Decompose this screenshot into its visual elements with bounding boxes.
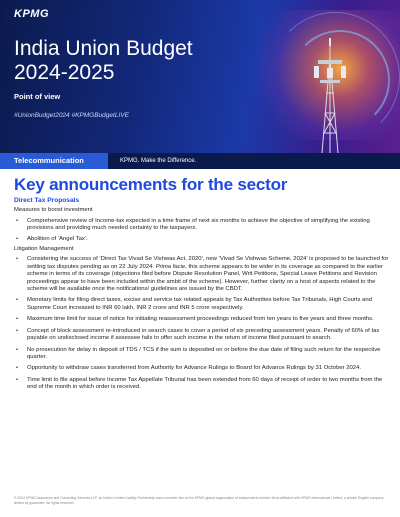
litigation-list xyxy=(14,256,390,391)
list-item: • Concept of block assessment re-introduced in search cases to cover a period of six preceding assessment years. Penalty of 60% of tax payable on undisclosed income if assessee fails to offer such income in the return of income filed pursuant to search. xyxy=(14,328,390,343)
sector-tab: Telecommunication xyxy=(0,153,108,169)
investment-list xyxy=(14,218,390,243)
tagline: KPMG. Make the Difference. xyxy=(120,158,197,164)
prima-facie-text: Prima facie xyxy=(155,263,186,270)
section-heading: Key announcements for the sector xyxy=(14,175,288,194)
page-title xyxy=(14,37,193,85)
group-title-litigation: Litigation Management xyxy=(14,246,74,253)
list-item: • Time limit to file appeal before Income Tax Appellate Tribunal has been extended from 60 days of receipt of order to two months from the end of the month in which order is received. xyxy=(14,377,390,392)
content-body xyxy=(14,197,390,396)
list-item: • Monetary limits for filing direct taxes, excise and service tax related appeals by Tax Authorities before Tax Tribunals, High Courts and Supreme Court increased to INR 60 lakh, INR 2 crore and INR 5 crore respectively. xyxy=(14,297,390,312)
list-item xyxy=(14,256,390,293)
list-item: • No prosecution for delay in deposit of TDS / TCS if the sum is deposited on or before the due date of filing such return for the respective quarter. xyxy=(14,347,390,362)
subtitle: Point of view xyxy=(14,92,61,101)
telecom-tower-icon xyxy=(300,38,360,153)
list-item: • Comprehensive review of Income-tax expected in a time frame of next six months to achieve the objective of simplifying the existing provisions and providing much needed certainty to the taxpayers. xyxy=(14,218,390,233)
title-line-2: 2024-2025 xyxy=(14,61,115,84)
group-title-investment: Measures to boost investment xyxy=(14,207,93,214)
sector-band xyxy=(0,153,400,169)
hashtags: #UnionBudget2024 #KPMGBudgetLIVE xyxy=(14,112,129,119)
title-line-1: India Union Budget xyxy=(14,37,193,60)
list-item-rest: , this scheme appears to be wider in its coverage as compared to the earlier scheme in terms of its coverage (objections filed before Dispute Resolution Panel, Writ Petitions, Special Leave Petitions and Revision proceedings appear to have been included within the ambit of the scheme). However, further clarity on a host of aspects related to the scheme will be available once the notifications/ guidelines are issued by the CBDT. xyxy=(27,263,383,293)
list-item: • Abolition of ‘Angel Tax’. xyxy=(14,236,390,243)
subsection-title: Direct Tax Proposals xyxy=(14,197,80,204)
hero-banner xyxy=(0,0,400,153)
footer-disclaimer: © 2024 KPMG Assurance and Consulting Services LLP, an Indian Limited Liability Partnership and a member firm of the KPMG global organization of independent member firms affiliated with KPMG International Limited, a private English company limited by guarantee. All rights reserved. xyxy=(14,496,384,505)
list-item-lead: Considering the success of ‘Direct Tax Vivad Se Vishwas Act, 2020’, new ‘Vivad Se Vishwas Scheme, 2024’ is proposed to be launched for settling tax disputes pending as on 22 July 2024. xyxy=(27,256,389,270)
kpmg-logo: KPMG xyxy=(14,8,49,20)
list-item: • Opportunity to withdraw cases transferred from Authority for Advance Rulings to Board for Advance Rulings by 31 October 2024. xyxy=(14,365,390,372)
list-item: • Maximum time limit for issue of notice for initiating reassessment proceedings reduced from ten years to five years and three months. xyxy=(14,316,390,323)
